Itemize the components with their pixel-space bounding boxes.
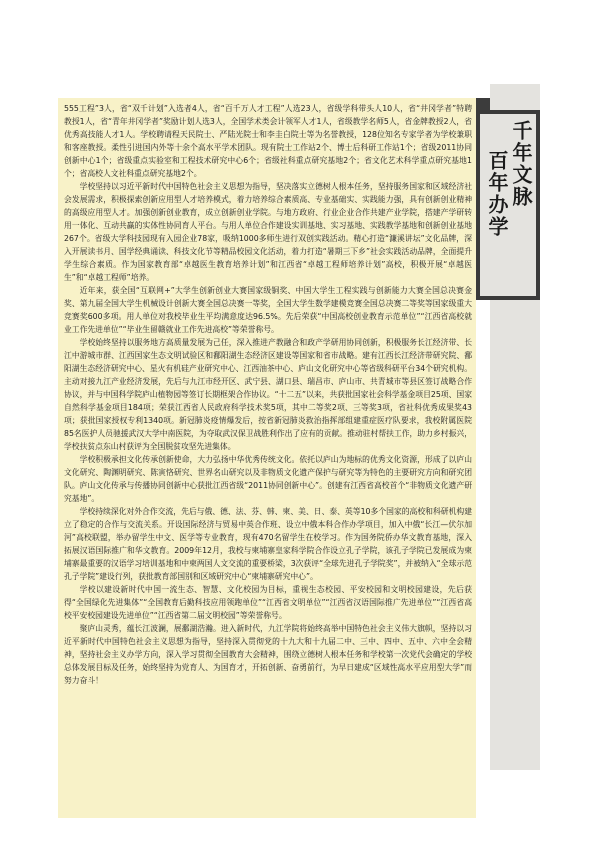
section-title-box	[476, 110, 540, 300]
paragraph: 学校以建设新时代中国一流生态、智慧、文化校园为目标，重视生态校园、平安校园和文明校园建设，先后获得“全国绿化先进集体”“全国教育后勤科技应用领跑单位”“江西省文明单位”“江西省汉语国际推广先进单位”“江西省高校平安校园建设先进单位”“江西省第二届文明校园”等荣誉称号。	[64, 585, 472, 620]
section-title-line-2: 百年办学	[485, 150, 509, 238]
paragraph: 学校积极承担文化传承创新使命，大力弘扬中华优秀传统文化。依托以庐山为地标的优秀文化资源，形成了以庐山文化研究、陶渊明研究、陈寅恪研究、世界名山研究以及非物质文化遗产保护与研究等为特色的主要研究方向和研究团队。庐山文化传承与传播协同创新中心获批江西省级“2011协同创新中心”。创建有江西省高校首个“非物质文化遗产研究基地”。	[64, 455, 472, 503]
article-body	[64, 102, 472, 687]
section-title-line-1: 千年文脉	[509, 120, 533, 208]
paragraph: 近年来，获全国“互联网+”大学生创新创业大赛国家级铜奖、中国大学生工程实践与创新能力大赛全国总决赛金奖、第九届全国大学生机械设计创新大赛全国总决赛一等奖，全国大学生数学建模竞赛全国总决赛二等奖等国家级重大竞赛奖600多项。用人单位对我校毕业生平均满意度达96.5%。先后荣获“中国高校创业教育示范单位”“江西省高校就业工作先进单位”“毕业生留赣就业工作先进高校”等荣誉称号。	[64, 286, 472, 334]
paragraph: 555工程”3人，省“双千计划”入选者4人，省“百千万人才工程”人选23人，省级学科带头人10人，省“井冈学者”特聘教授1人，省“青年井冈学者”奖励计划人选3人，全国学术类会计领军人才1人，省级教学名师5人，省金牌教授2人，省优秀高技能人才1人。学校聘请程天民院士、严陆光院士和李圭白院士等为名誉教授，128位知名专家学者为学校兼职和客座教授。柔性引进国内外等十余个高水平学术团队。现有院士工作站2个、博士后科研工作站1个；省级2011协同创新中心1个；省级重点实验室和工程技术研究中心6个；省级社科重点研究基地2个；省文化艺术科学重点研究基地1个；省高校人文社科重点研究基地2个。	[64, 104, 472, 178]
corner-block	[476, 98, 490, 110]
paragraph: 学校坚持以习近平新时代中国特色社会主义思想为指导，坚决落实立德树人根本任务，坚持服务国家和区域经济社会发展需求，积极探索创新应用型人才培养模式，着力培养综合素质高、专业基础实、实践能力强，具有创新创业精神的高级应用型人才。加强创新创业教育，成立创新创业学院。与地方政府、行业企业合作共建产业学院，搭建产学研转用一体化、互动共赢的实体性协同育人平台。与用人单位合作建设实训基地、实习基地、实践教学基地和创新创业基地267个。省级大学科技园现有入园企业78家，吸纳1000多师生进行双创实践活动。精心打造“濂溪讲坛”文化品牌，深入开展读书月、国学经典诵读、科技文化节等精品校园文化活动，着力打造“暑期三下乡”社会实践活动品牌，全面提升学生综合素质。作为国家教育部“卓越医生教育培养计划”和江西省“卓越工程师培养计划”高校，积极开展“卓越医生”和“卓越工程师”培养。	[64, 182, 472, 282]
paragraph: 聚庐山灵秀，蕴长江波澜，展鄱湖浩瀚。进入新时代，九江学院将始终高举中国特色社会主义伟大旗帜，坚持以习近平新时代中国特色社会主义思想为指导，坚持深入贯彻党的十九大和十九届二中、三中、四中、五中、六中全会精神，坚持社会主义办学方向，深入学习贯彻全国教育大会精神，围绕立德树人根本任务和学校第一次党代会确定的学校总体发展目标及任务，始终坚持为党育人、为国育才，开拓创新、奋勇前行，为早日建成“区域性高水平应用型大学”而努力奋斗！	[64, 624, 472, 685]
paragraph: 学校始终坚持以服务地方高质量发展为己任，深入推进产教融合和政产学研用协同创新，积极服务长江经济带、长江中游城市群、江西国家生态文明试验区和鄱阳湖生态经济区建设等国家和省市战略。建有江西长江经济带研究院、鄱阳湖生态经济研究中心、星火有机硅产业研究中心、江西油茶中心、庐山文化研究中心等省级科研平台34个研究机构。主动对接九江产业经济发展，先后与九江市经开区、武宁县、湖口县、瑞昌市、庐山市、共青城市等县区签订战略合作协议，并与中国科学院庐山植物园等签订长期框架合作协议。“十二五”以来，共获批国家社会科学基金项目25项、国家自然科学基金项目184项；荣获江西省人民政府科学技术奖5项，其中二等奖2项、三等奖3项，省社科优秀成果奖43项；获批国家授权专利1340项。新冠肺炎疫情爆发后，按省新冠肺炎救治指挥部组建重症医疗队要求，我校附属医院85名医护人员驰援武汉大学中南医院，为夺取武汉保卫战胜利作出了应有的贡献。推动驻村帮扶工作，助力乡村振兴，学校扶贫点东山村获评为全国脱贫攻坚先进集体。	[64, 338, 472, 451]
paragraph: 学校持续深化对外合作交流，先后与俄、德、法、芬、韩、柬、美、日、泰、英等10多个国家的高校和科研机构建立了稳定的合作与交流关系。开设国际经济与贸易中英合作班、设立中俄本科合作办学项目，加入中俄“长江—伏尔加河”高校联盟，举办留学生中文、医学等专业教育，现有470名留学生在校学习。作为国务院侨办华文教育基地，深入拓展汉语国际推广和华文教育。2009年12月，我校与柬埔寨皇家科学院合作设立孔子学院，该孔子学院已发展成为柬埔寨最重要的汉语学习培训基地和中柬两国人文交流的重要桥梁，3次获评“全球先进孔子学院奖”，并被纳入“全球示范孔子学院”建设行列，获批教育部国别和区域研究中心“柬埔寨研究中心”。	[64, 507, 472, 581]
